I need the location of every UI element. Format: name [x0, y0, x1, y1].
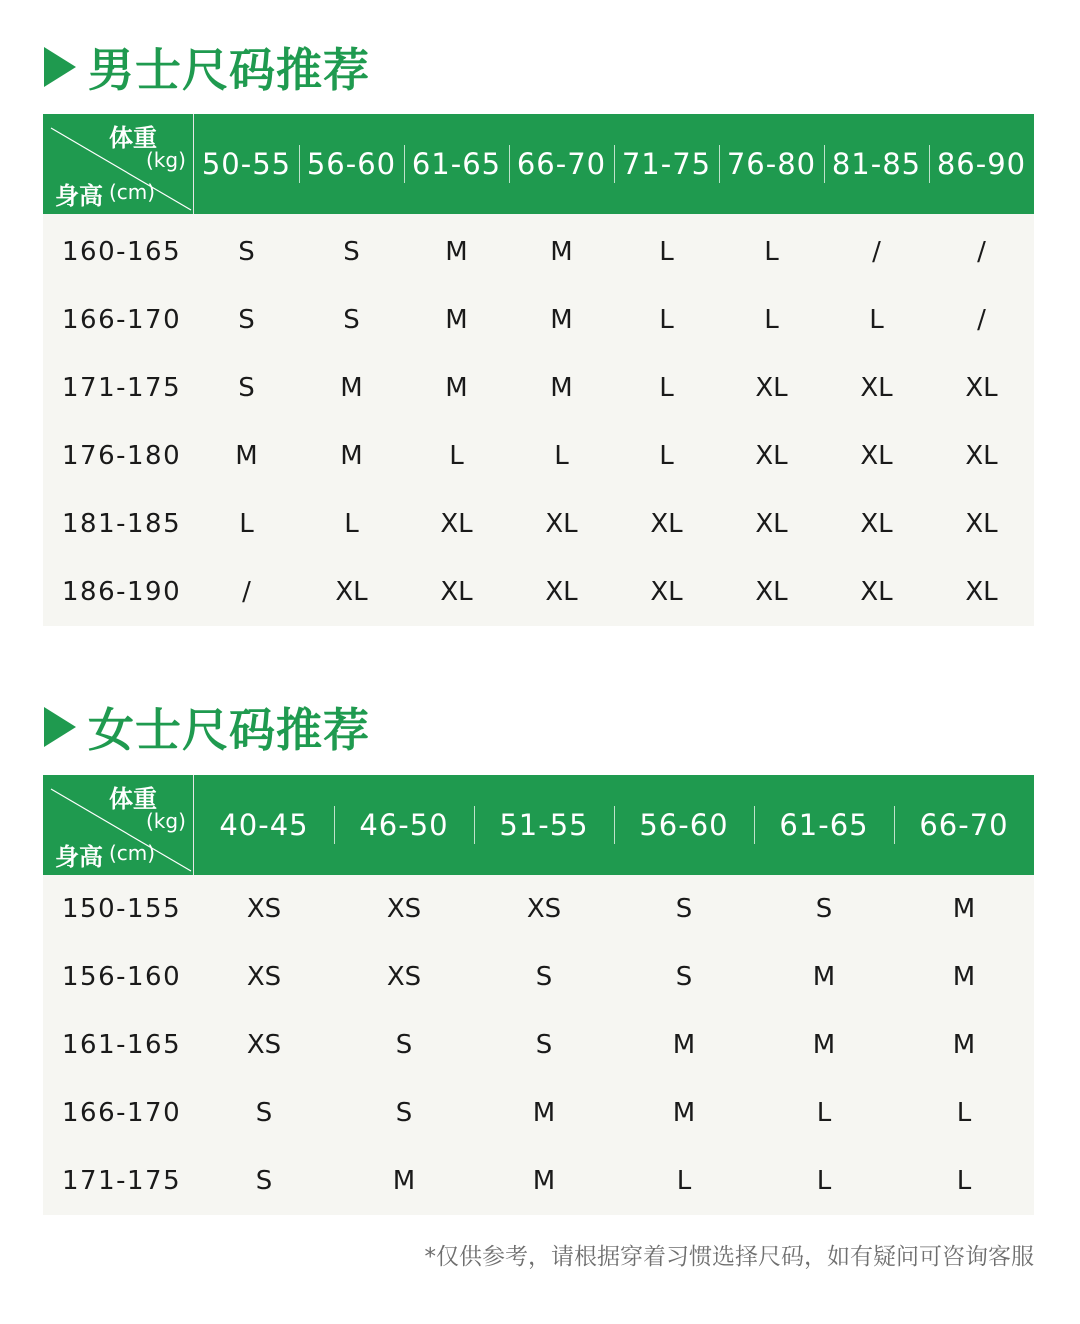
height-range-cell: 161-165: [62, 1030, 182, 1060]
play-triangle-icon: [44, 707, 76, 747]
size-cell: XL: [440, 509, 473, 539]
size-cell: S: [238, 373, 255, 403]
size-cell: XL: [860, 441, 893, 471]
column-header: 66-70: [509, 147, 614, 181]
weight-label: 体重: [109, 124, 157, 152]
column-header: 76-80: [719, 147, 824, 181]
size-cell: XL: [650, 577, 683, 607]
size-cell: S: [815, 894, 833, 924]
women-section-title: [44, 694, 370, 760]
size-cell: M: [672, 1098, 696, 1128]
table-row: [43, 875, 1034, 943]
size-cell: XS: [246, 1030, 282, 1060]
size-cell: /: [242, 577, 251, 607]
height-range-cell: 166-170: [62, 1098, 182, 1128]
men-size-table: [43, 114, 1034, 626]
women-size-table: [43, 775, 1034, 1215]
size-cell: /: [872, 237, 881, 267]
column-header: 51-55: [474, 808, 614, 842]
column-header: 61-65: [754, 808, 894, 842]
size-cell: M: [392, 1166, 416, 1196]
size-cell: L: [554, 441, 569, 471]
column-header: 56-60: [299, 147, 404, 181]
size-cell: M: [550, 237, 573, 267]
size-cell: L: [659, 237, 674, 267]
table-row: [43, 422, 1034, 490]
size-cell: M: [445, 237, 468, 267]
size-cell: L: [816, 1166, 832, 1196]
size-cells: [194, 237, 1034, 267]
size-cell: XL: [860, 577, 893, 607]
column-header: 50-55: [201, 147, 292, 181]
column-header: 71-75: [614, 147, 719, 181]
size-cell: XL: [755, 577, 788, 607]
size-cells: [194, 1098, 1034, 1128]
height-label: 身高: [55, 182, 103, 210]
size-cell: M: [532, 1166, 556, 1196]
size-cells: [194, 962, 1034, 992]
size-cell: S: [675, 962, 693, 992]
size-cell: L: [764, 237, 779, 267]
size-cell: L: [869, 305, 884, 335]
height-range-cell: 176-180: [62, 441, 182, 471]
table-row: [43, 1011, 1034, 1079]
size-cell: XL: [860, 373, 893, 403]
size-cell: XS: [526, 894, 562, 924]
height-range-cell: 160-165: [62, 237, 182, 267]
height-label: 身高: [55, 843, 103, 871]
column-header: 81-85: [824, 147, 929, 181]
size-cell: L: [449, 441, 464, 471]
column-header: 86-90: [929, 147, 1034, 181]
height-range-cell: 186-190: [62, 577, 182, 607]
size-cell: S: [343, 305, 360, 335]
size-cell: M: [235, 441, 258, 471]
size-cell: M: [340, 441, 363, 471]
size-cell: L: [676, 1166, 692, 1196]
weight-label: 体重: [109, 785, 157, 813]
men-table-header: [43, 114, 1034, 214]
table-row: [43, 218, 1034, 286]
men-table-body: [43, 214, 1034, 626]
column-header: 66-70: [894, 808, 1034, 842]
size-cell: M: [952, 1030, 976, 1060]
size-cells: [194, 305, 1034, 335]
women-title: 女士尺码推荐: [88, 703, 370, 757]
size-cell: M: [812, 1030, 836, 1060]
height-range-cell: 171-175: [62, 1166, 182, 1196]
size-cell: XS: [386, 962, 422, 992]
table-row: [43, 490, 1034, 558]
size-cell: L: [659, 373, 674, 403]
size-cells: [194, 441, 1034, 471]
size-cell: XL: [965, 577, 998, 607]
size-cell: S: [238, 237, 255, 267]
height-range-cell: 156-160: [62, 962, 182, 992]
disclaimer-footnote: *仅供参考，请根据穿着习惯选择尺码，如有疑问可咨询客服: [424, 1244, 1034, 1270]
height-range-cell: 150-155: [62, 894, 182, 924]
size-cells: [194, 1166, 1034, 1196]
height-unit: (cm): [109, 841, 156, 865]
size-cell: XS: [386, 894, 422, 924]
size-cell: L: [239, 509, 254, 539]
size-cell: S: [535, 1030, 553, 1060]
size-cell: XL: [965, 373, 998, 403]
size-cells: [194, 509, 1034, 539]
size-cell: XL: [335, 577, 368, 607]
size-cell: L: [344, 509, 359, 539]
size-cell: M: [952, 962, 976, 992]
size-cell: M: [340, 373, 363, 403]
size-cell: M: [550, 373, 573, 403]
size-cell: S: [238, 305, 255, 335]
size-cell: M: [550, 305, 573, 335]
size-cell: M: [445, 373, 468, 403]
size-cell: L: [956, 1166, 972, 1196]
men-section-title: [44, 34, 370, 100]
play-triangle-icon: [44, 47, 76, 87]
size-cells: [194, 373, 1034, 403]
size-cell: M: [532, 1098, 556, 1128]
size-cell: XL: [650, 509, 683, 539]
table-row: [43, 354, 1034, 422]
height-range-cell: 181-185: [62, 509, 182, 539]
size-cell: XS: [246, 894, 282, 924]
size-cell: M: [952, 894, 976, 924]
men-weight-columns: [194, 114, 1034, 214]
size-cell: L: [764, 305, 779, 335]
size-cell: /: [977, 305, 986, 335]
weight-unit: (kg): [146, 148, 186, 172]
size-cell: S: [255, 1098, 273, 1128]
size-cells: [194, 577, 1034, 607]
size-cell: S: [535, 962, 553, 992]
size-cell: L: [816, 1098, 832, 1128]
size-cells: [194, 1030, 1034, 1060]
column-header: 46-50: [334, 808, 474, 842]
height-range-cell: 166-170: [62, 305, 182, 335]
size-cell: /: [977, 237, 986, 267]
size-cell: XL: [545, 577, 578, 607]
size-cell: XL: [545, 509, 578, 539]
size-cell: XL: [755, 441, 788, 471]
size-cell: XL: [440, 577, 473, 607]
size-cell: S: [675, 894, 693, 924]
size-cell: XL: [860, 509, 893, 539]
size-cell: XL: [965, 509, 998, 539]
size-cell: S: [395, 1030, 413, 1060]
men-corner-cell: [43, 114, 194, 214]
size-cell: S: [343, 237, 360, 267]
size-cell: XL: [965, 441, 998, 471]
size-cell: XL: [755, 373, 788, 403]
size-cell: M: [812, 962, 836, 992]
size-cell: L: [659, 305, 674, 335]
column-header: 56-60: [614, 808, 754, 842]
size-cell: S: [395, 1098, 413, 1128]
size-cell: S: [255, 1166, 273, 1196]
size-cell: XS: [246, 962, 282, 992]
weight-unit: (kg): [146, 809, 186, 833]
size-cells: [194, 894, 1034, 924]
table-row: [43, 558, 1034, 626]
column-header: 61-65: [404, 147, 509, 181]
women-weight-columns: [194, 775, 1034, 875]
table-row: [43, 943, 1034, 1011]
size-cell: L: [659, 441, 674, 471]
height-range-cell: 171-175: [62, 373, 182, 403]
size-cell: L: [956, 1098, 972, 1128]
table-row: [43, 286, 1034, 354]
size-cell: XL: [755, 509, 788, 539]
size-cell: M: [672, 1030, 696, 1060]
table-row: [43, 1147, 1034, 1215]
men-title: 男士尺码推荐: [88, 43, 370, 97]
women-table-body: [43, 875, 1034, 1215]
column-header: 40-45: [219, 808, 309, 842]
women-table-header: [43, 775, 1034, 875]
table-row: [43, 1079, 1034, 1147]
height-unit: (cm): [109, 180, 156, 204]
women-corner-cell: [43, 775, 194, 875]
size-cell: M: [445, 305, 468, 335]
